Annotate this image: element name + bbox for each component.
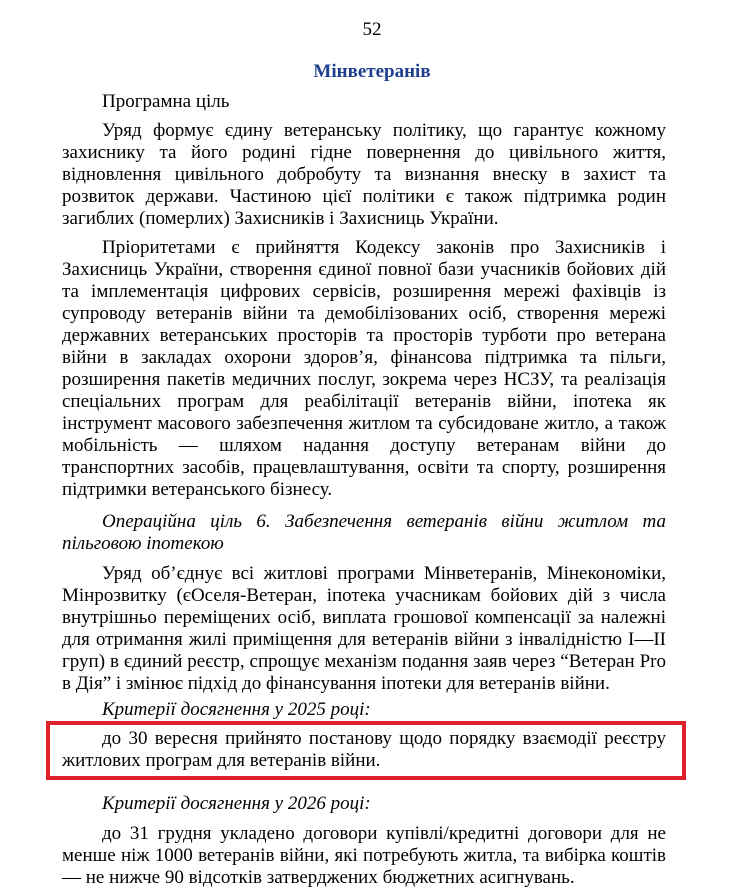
program-goal-label: Програмна ціль	[102, 91, 230, 112]
criteria-2026-item: до 31 грудня укладено договори купівлі/кредитні договори для не менше ніж 1000 ветеранів війни, які потребують житла, та вибірка коштів — не нижче 90 відсотків затверджених бюджетних асигнувань.	[62, 823, 666, 888]
criteria-2026-heading: Критерії досягнення у 2026 році:	[102, 793, 371, 814]
priorities-paragraph: Пріоритетами є прийняття Кодексу законів про Захисників і Захисниць України, створення єдиної повної бази учасників бойових дій та імплементація цифрових сервісів, розширення мережі фахівців із супроводу ветеранів війни та демобілізованих осіб, створення мережі державних ветеранських просторів та просторів турботи про ветерана війни в закладах охорони здоров’я, фінансова підтримка та пільги, розширення пакетів медичних послуг, зокрема через НСЗУ, та реалізація спеціальних програм для реабілітації ветеранів війни, іпотека як інструмент масового забезпечення житлом та субсидоване житло, а також мобільність — шляхом надання доступу ветеранам війни до транспортних засобів, працевлаштування, освіти та спорту, розширення підтримки ветеранського бізнесу.	[62, 237, 666, 500]
page-title: Мінветеранів	[313, 61, 431, 82]
operational-goal-description: Уряд об’єднує всі житлові програми Мінветеранів, Мінекономіки, Мінрозвитку (єОселя-Ветеран, іпотека учасникам бойових дій з числа внутрішньо переміщених осіб, виплата грошової компенсації за належні для отримання жилі приміщення для ветеранів війни з інвалідністю I—II груп) в єдиний реєстр, спрощує механізм подання заяв через “Ветеран Pro в Дія” і змінює підхід до фінансування іпотеки для ветеранів війни.	[62, 563, 666, 694]
criteria-2025-heading: Критерії досягнення у 2025 році:	[102, 699, 371, 720]
operational-goal-heading: Операційна ціль 6. Забезпечення ветеранів війни житлом та пільговою іпотекою	[62, 511, 666, 554]
page-number: 52	[362, 19, 382, 40]
criteria-2025-item: до 30 вересня прийнято постанову щодо порядку взаємодії реєстру житлових програм для ветеранів війни.	[62, 728, 666, 771]
policy-paragraph: Уряд формує єдину ветеранську політику, що гарантує кожному захиснику та його родині гідне повернення до цивільного життя, відновлення цивільного добробуту та визнання внеску в захист та розвиток держави. Частиною цієї політики є також підтримка родин загиблих (померлих) Захисників і Захисниць України.	[62, 120, 666, 229]
